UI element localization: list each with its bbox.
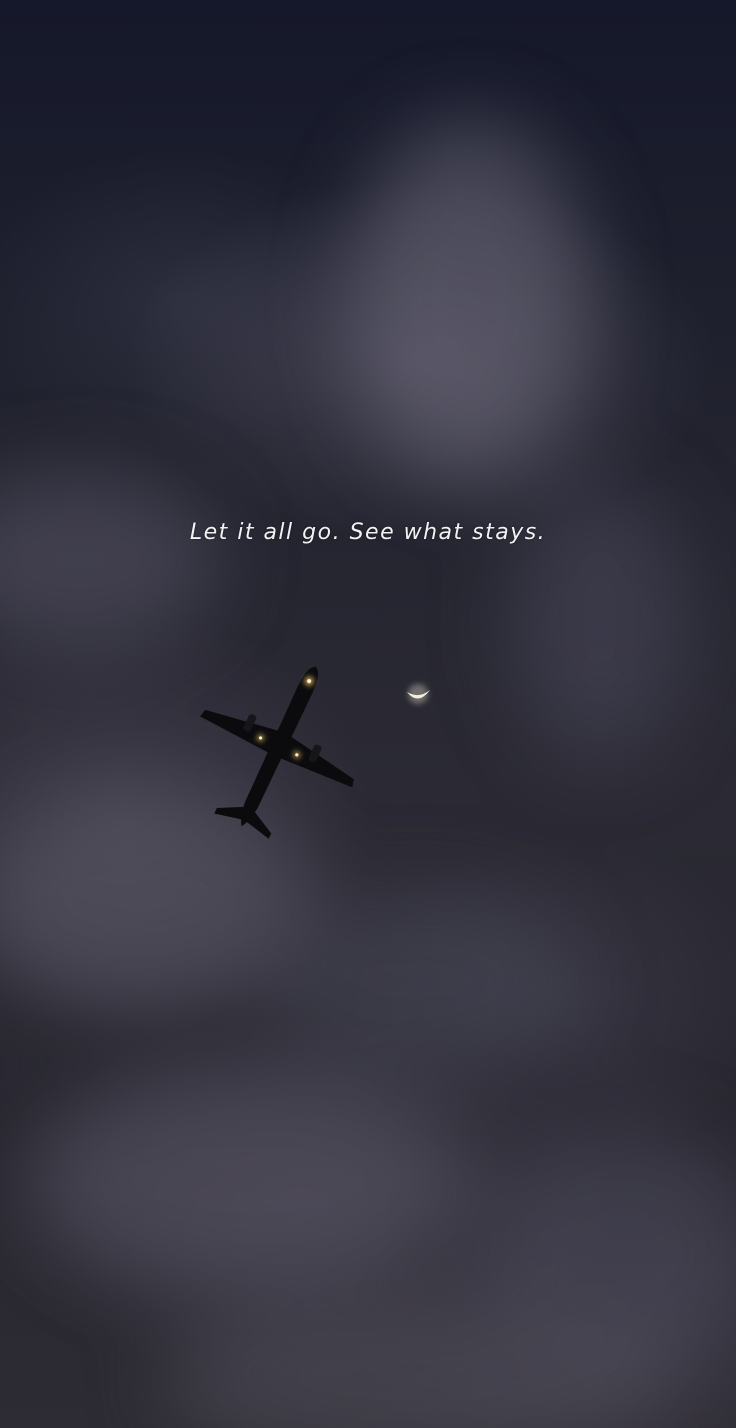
crescent-moon: [407, 684, 430, 704]
clouds: [0, 120, 736, 1428]
quote-text: Let it all go. See what stays.: [189, 520, 547, 545]
